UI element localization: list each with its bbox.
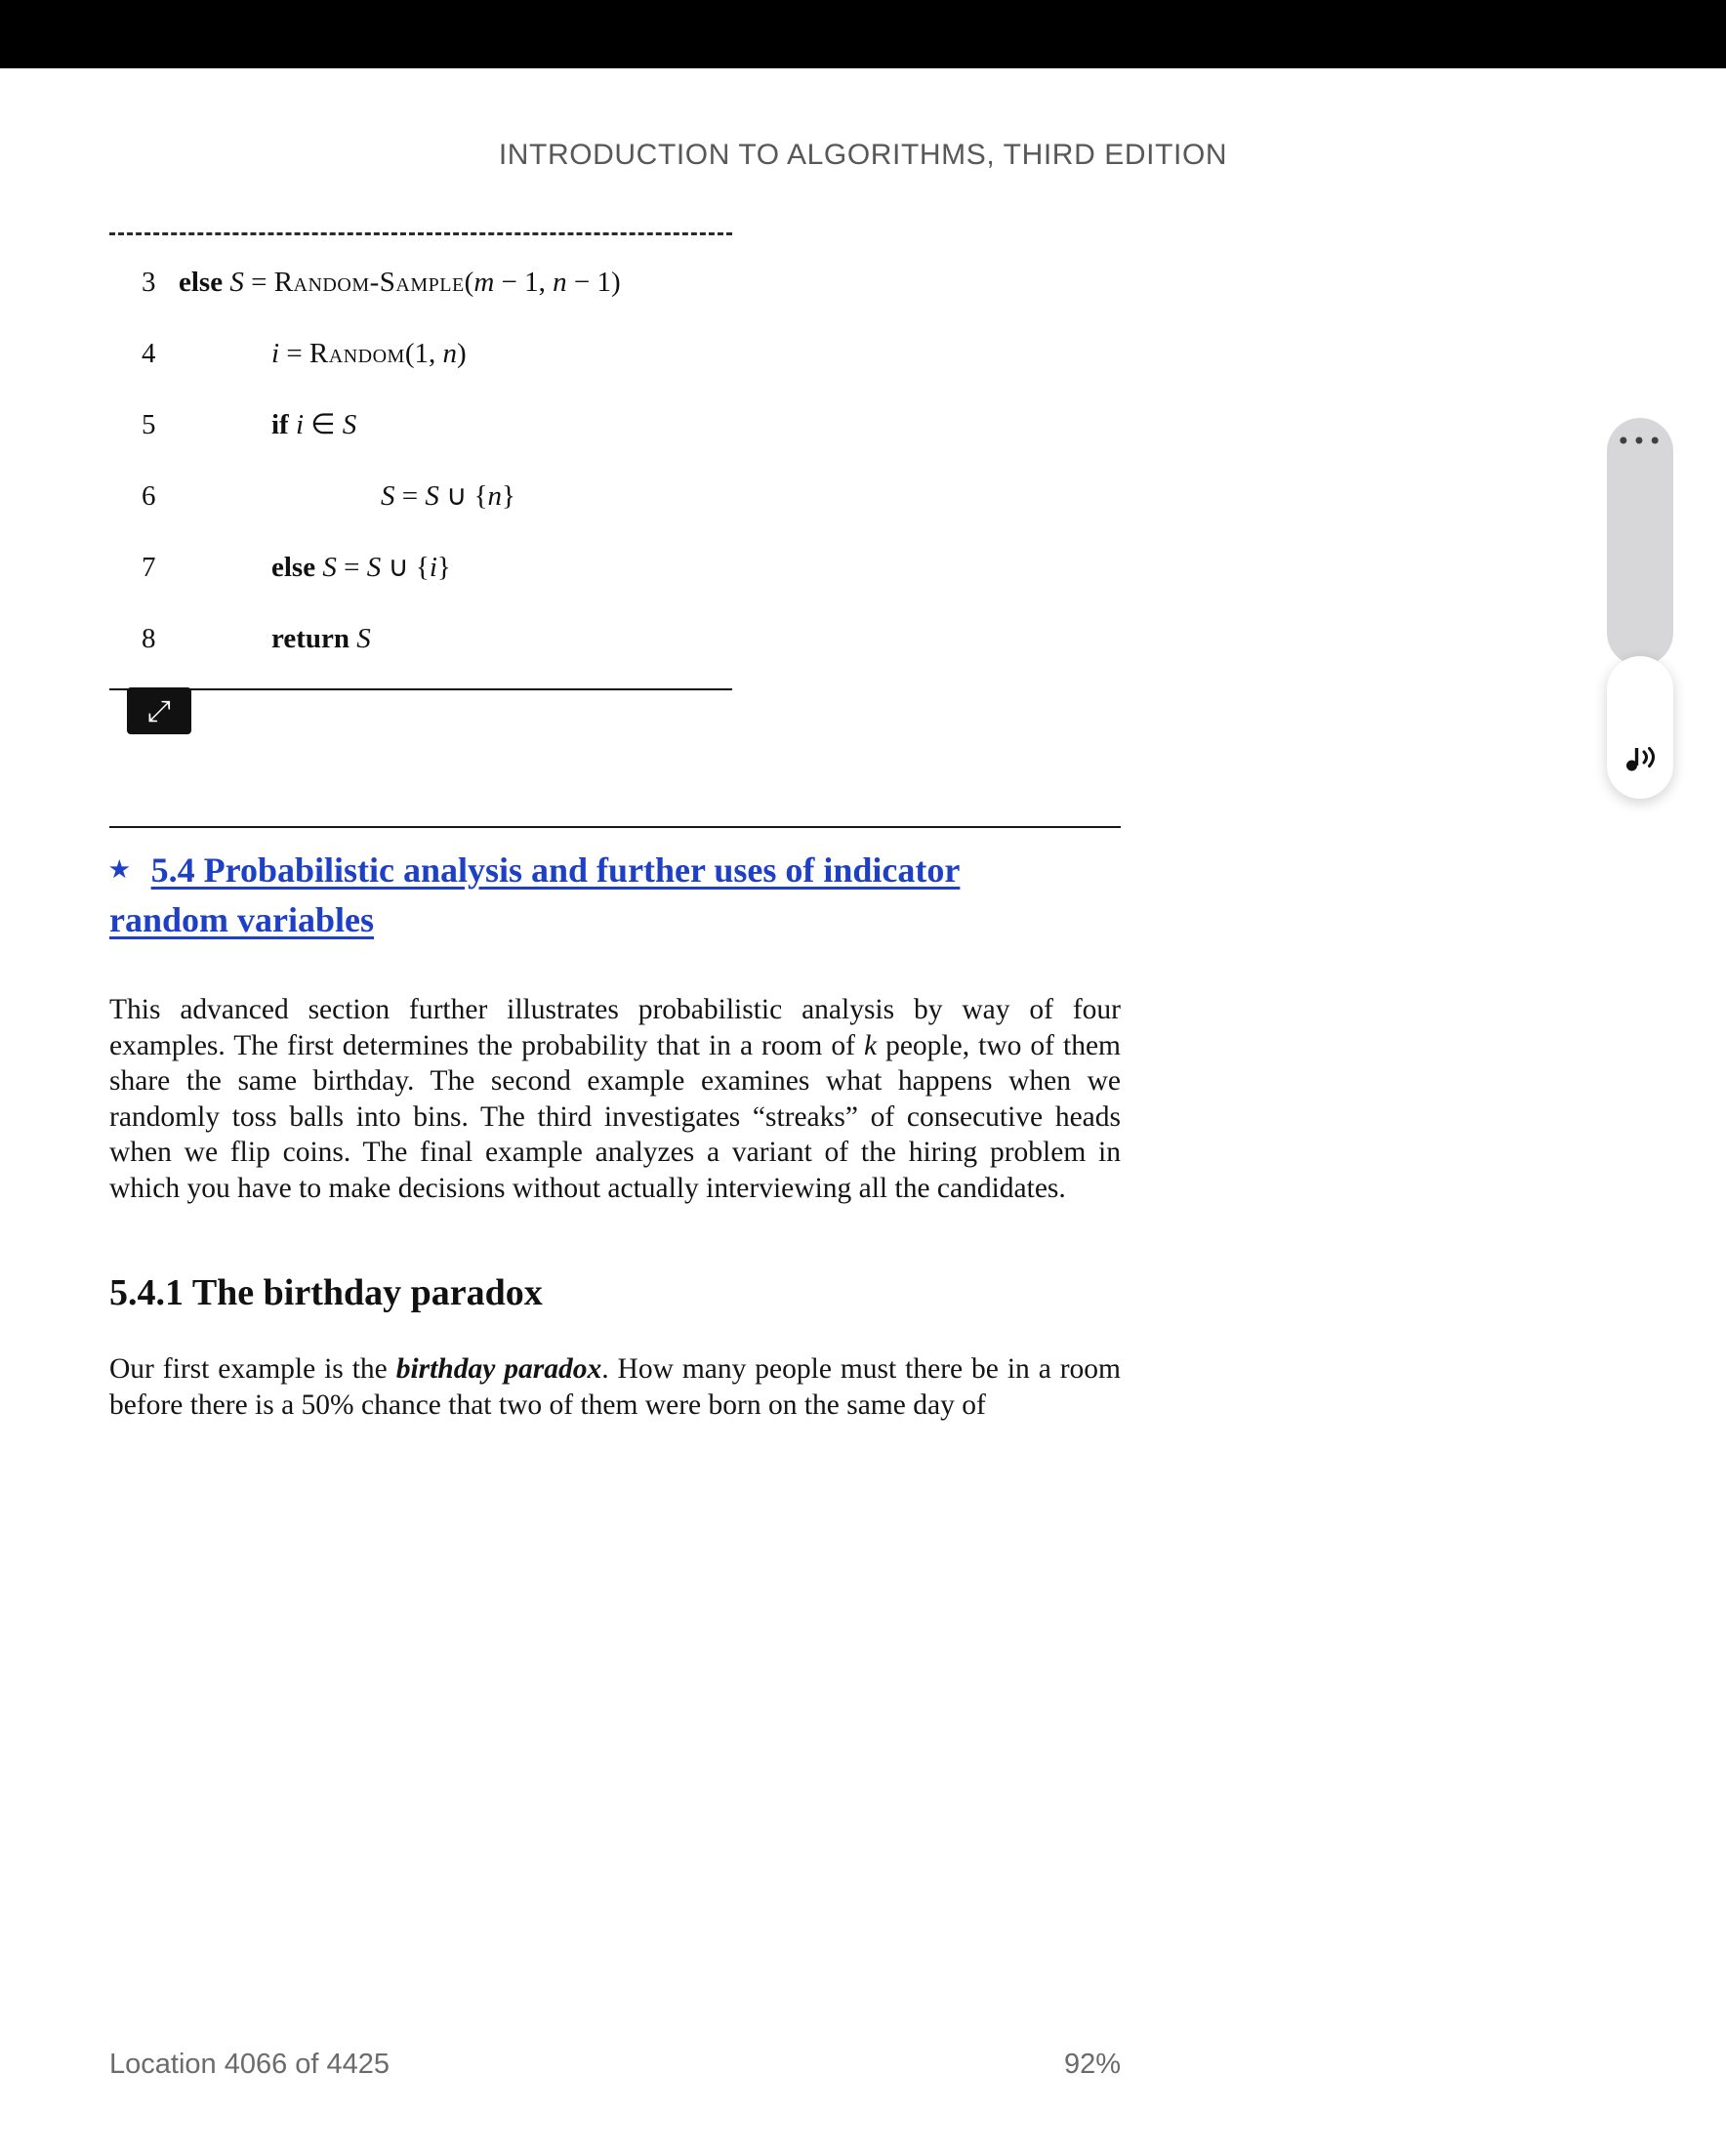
- code-text: if i ∈ S: [271, 409, 357, 440]
- code-line: [109, 532, 732, 603]
- section-divider: [109, 826, 1121, 828]
- audio-playback-button[interactable]: [1607, 656, 1673, 799]
- expand-icon: ⤢: [147, 693, 171, 728]
- line-number: 8: [142, 623, 156, 654]
- line-number: 3: [142, 267, 156, 298]
- section-title-line1: 5.4 Probabilistic analysis and further uses of indicator: [150, 850, 961, 890]
- top-black-bar: [0, 0, 1726, 68]
- section-title-line2: random variables: [109, 900, 375, 939]
- more-options-icon[interactable]: •••: [1616, 428, 1664, 455]
- code-line: [109, 390, 732, 461]
- code-line: [109, 247, 732, 318]
- code-text: S = S ∪ {n}: [381, 480, 515, 512]
- line-number: 6: [142, 480, 156, 512]
- code-text: else S = Random-Sample(m − 1, n − 1): [179, 267, 621, 298]
- code-text: return S: [271, 623, 371, 654]
- section-heading-link[interactable]: [109, 848, 1121, 942]
- code-line: [109, 603, 732, 675]
- line-number: 4: [142, 338, 156, 369]
- code-text: else S = S ∪ {i}: [271, 552, 451, 583]
- code-line: [109, 461, 732, 532]
- line-number: 5: [142, 409, 156, 440]
- book-title-header: INTRODUCTION TO ALGORITHMS, THIRD EDITION: [498, 139, 1228, 171]
- line-number: 7: [142, 552, 156, 583]
- pseudocode-figure: [109, 232, 732, 690]
- starred-section-icon: ★: [109, 857, 130, 882]
- body-paragraph: Our first example is the birthday paradox. How many people must there be in a room before there is a 50% chance that two of them were born on the same day of: [109, 1353, 1121, 1421]
- progress-percent: 92%: [1063, 2049, 1121, 2080]
- expand-figure-button[interactable]: [127, 687, 191, 734]
- location-indicator: Location 4066 of 4425: [109, 2049, 390, 2080]
- reader-footer: [109, 2049, 1121, 2081]
- code-text: i = Random(1, n): [271, 338, 467, 369]
- code-line: [109, 318, 732, 390]
- scrollbar-thumb[interactable]: [1607, 418, 1673, 666]
- scroll-audio-control: [1607, 418, 1673, 799]
- audio-note-icon: [1623, 739, 1658, 777]
- body-paragraph: This advanced section further illustrates probabilistic analysis by way of four examples. The first determines the probability that in a room of k people, two of them share the same birthday. The second example examines what happens when we randomly toss balls into bins. The third investigates “streaks” of consecutive heads when we flip coins. The final example analyzes a variant of the hiring problem in which you have to make decisions without actually interviewing all the candidates.: [109, 994, 1121, 1204]
- subsection-heading: 5.4.1 The birthday paradox: [109, 1272, 543, 1313]
